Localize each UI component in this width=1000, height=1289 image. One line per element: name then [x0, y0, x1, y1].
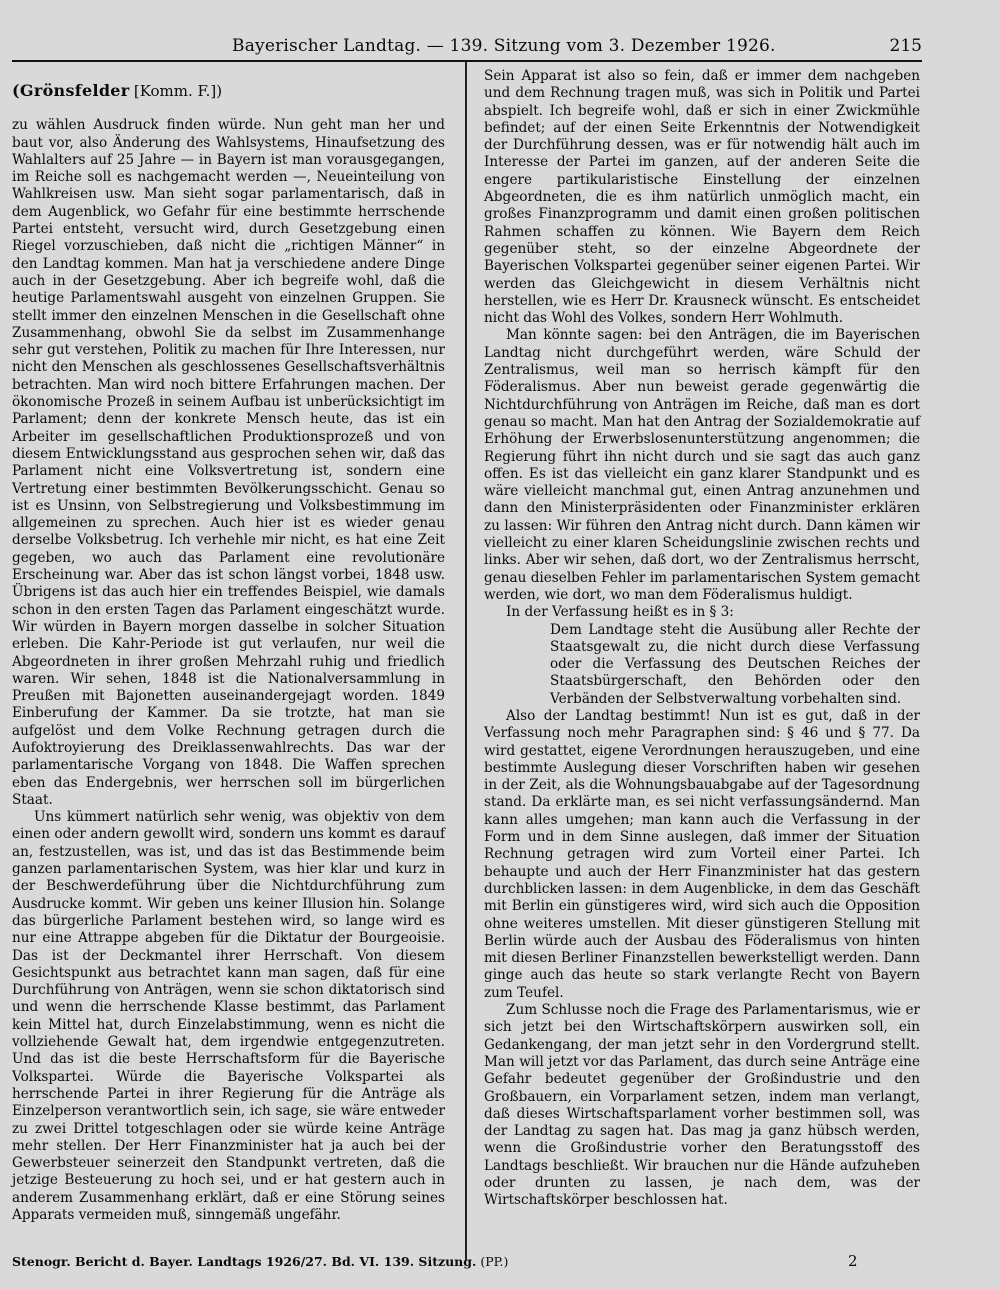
right-column	[484, 68, 920, 1210]
footer-source: Stenogr. Bericht d. Bayer. Landtags 1926/27. Bd. VI. 139. Sitzung.	[12, 1254, 477, 1269]
paragraph: Also der Landtag bestimmt! Nun ist es gut, daß in der Verfassung noch mehr Paragraphen sind: § 46 und § 77. Da wird gestattet, eigene Verordnungen herauszugeben, und eine bestimmte Auslegung dieser Vorschriften haben wir gesehen in der Zeit, als die Wohnungsbauabgabe auf der Tagesordnung stand. Da erklärte man, es sei nicht verfassungsändernd. Man kann alles umgehen; man kann auch die Verfassung in der Form und in dem Sinne auslegen, daß immer der Situation Rechnung getragen wird zum Vorteil einer Partei. Ich behaupte und auch der Herr Finanzminister hat das gestern durchblicken lassen: in dem Augenblicke, in dem das Geschäft mit Berlin ein günstigeres wird, wird sich auch die Opposition ohne weiteres umstellen. Mit dieser günstigeren Stellung mit Berlin würde auch der Ausbau des Föderalismus von hinten mit diesen Berliner Finanzstellen bewerkstelligt werden. Dann ginge auch das heute so stark verlangte Recht von Bayern zum Teufel.	[484, 707, 920, 1001]
speaker-line	[12, 82, 445, 101]
paragraph: Sein Apparat ist also so fein, daß er immer dem nachgeben und dem Rechnung tragen muß, was sich in Politik und Partei abspielt. Ich begreife wohl, daß er sich in einer Zwickmühle befindet; auf der einen Seite Erkenntnis der Notwendigkeit der Durchführung dessen, was er für notwendig hält auch im Interesse der Partei im ganzen, auf der anderen Seite die engere partikularistische Einstellung der einzelnen Abgeordneten, die es ihm natürlich unmöglich macht, ein großes Finanzprogramm und damit einen großen politischen Rahmen schaffen zu können. Wie Bayern dem Reich gegenüber steht, so der einzelne Abgeordnete der Bayerischen Volkspartei gegenüber seiner eigenen Partei. Wir werden das Gleichgewicht in diesem Verhältnis nicht herstellen, wie es Herr Dr. Krausneck wünscht. Es entscheidet nicht das Wohl des Volkes, sondern Herr Wohlmuth.	[484, 68, 920, 327]
page-number: 215	[889, 36, 922, 56]
paragraph: Zum Schlusse noch die Frage des Parlamentarismus, wie er sich jetzt bei den Wirtschaftskörpern auswirken soll, ein Gedankengang, der man jetzt sehr in den Vordergrund stellt. Man will jetzt vor das Parlament, das durch seine Anträge eine Gefahr bedeutet gegenüber der Großindustrie und den Großbauern, ein Vorparlament setzen, indem man verlangt, daß dieses Wirtschaftsparlament vorher bestimmen soll, was der Landtag zu sagen hat. Das mag ja ganz hübsch werden, wenn die Großindustrie vorher den Beratungsstoff des Landtags beschließt. Wir brauchen nur die Hände aufzuheben oder drunten zu lassen, je nach dem, was der Wirtschaftskörper beschlossen hat.	[484, 1002, 920, 1209]
footer-mark: (PP.)	[480, 1254, 509, 1269]
sheet-number: 2	[848, 1252, 858, 1270]
speaker-party: [Komm. F.])	[133, 82, 223, 100]
paragraph: Uns kümmert natürlich sehr wenig, was objektiv von dem einen oder andern gewollt wird, sondern uns kommt es darauf an, festzustellen, was ist, und das ist das Bestimmende beim ganzen parlamentarischen System, was hier klar und kurz in der Beschwerdeführung über die Nichtdurchführung zum Ausdrucke kommt. Wir geben uns keiner Illusion hin. Solange das bürgerliche Parlament bestehen wird, so lange wird es nur eine Attrappe abgeben für die Diktatur der Bourgeoisie. Das ist der Deckmantel ihrer Herrschaft. Von diesem Gesichtspunkt aus betrachtet kann man sagen, daß für eine Durchführung von Anträgen, wenn sie schon diktatorisch sind und wenn die herrschende Klasse bestimmt, das Parlament kein Mittel hat, durch Einzelabstimmung, wenn es nicht die vollziehende Gewalt hat, dem irgendwie entgegenzutreten. Und das ist die beste Herrschaftsform für die Bayerische Volkspartei. Würde die Bayerische Volkspartei als herrschende Partei in ihrer Regierung für die Anträge als Einzelperson verantwortlich sein, ich sage, sie wäre entweder zu zwei Drittel totgeschlagen oder sie würde keine Anträge mehr stellen. Der Herr Finanzminister hat ja auch bei der Gewerbsteuer seinerzeit den Standpunkt vertreten, daß die jetzige Besteuerung zu hoch sei, und er hat gestern auch in anderem Zusammenhang erklärt, daß er eine Störung seines Apparats vermeiden muß, sinngemäß ungefähr.	[12, 809, 445, 1223]
paragraph: Man könnte sagen: bei den Anträgen, die im Bayerischen Landtag nicht durchgeführt werden, wäre Schuld der Zentralismus, weil man so herrisch kämpft für den Föderalismus. Aber nun beweist gerade gegenwärtig die Nichtdurchführung von Anträgen im Reiche, daß man es dort genau so macht. Man hat den Antrag der Sozialdemokratie auf Erhöhung der Erwerbslosenunterstützung angenommen; die Regierung führt ihn nicht durch und sie sagt das auch ganz offen. Es ist das vielleicht ein ganz klarer Standpunkt und es wäre vielleicht manchmal gut, einen Antrag anzunehmen und dann den Ministerpräsidenten oder Finanzminister erklären zu lassen: Wir führen den Antrag nicht durch. Dann kämen wir vielleicht zu einer klaren Scheidungslinie zwischen rechts und links. Aber wir sehen, daß dort, wo der Zentralismus herrscht, genau dieselben Fehler im parlamentarischen System gemacht werden, wie dort, wo man dem Föderalismus huldigt.	[484, 327, 920, 603]
paragraph: In der Verfassung heißt es in § 3:	[506, 604, 734, 621]
left-column	[12, 68, 445, 1224]
running-header	[0, 36, 1000, 58]
speaker-name: (Grönsfelder	[12, 81, 130, 100]
running-title: Bayerischer Landtag. — 139. Sitzung vom 3. Dezember 1926.	[232, 36, 776, 56]
header-rule	[12, 60, 922, 62]
page-footer	[12, 1254, 882, 1274]
paragraph: zu wählen Ausdruck finden würde. Nun geht man her und baut vor, also Änderung des Wahlsystems, Hinaufsetzung des Wahlalters auf 25 Jahre — in Bayern ist man vorausgegangen, im Reiche soll es nachgemacht werden —, Neueinteilung von Wahlkreisen usw. Man sieht sogar parlamentarisch, daß in dem Augenblick, wo Gefahr für eine bestimmte herrschende Partei entsteht, versucht wird, durch Gesetzgebung einen Riegel vorzuschieben, daß nicht die „richtigen Männer“ in den Landtag kommen. Man hat ja verschiedene andere Dinge auch in der Gesetzgebung. Aber ich begreife wohl, daß die heutige Parlamentswahl ausgeht von einzelnen Gruppen. Sie stellt immer den einzelnen Menschen in die Gesellschaft ohne Zusammenhang, obwohl Sie da selbst im Zusammenhange sehr gut verstehen, Politik zu machen für Ihre Interessen, nur nicht den Menschen als geschlossenes Gesellschaftsverhältnis betrachten. Man wird noch bittere Erfahrungen machen. Der ökonomische Prozeß in seinem Aufbau ist unberücksichtigt im Parlament; denn der konkrete Mensch heute, das ist ein Arbeiter im gesellschaftlichen Produktionsprozeß und von diesem Entwicklungsstand aus gesprochen sehen wir, daß das Parlament nicht eine Volksvertretung ist, sondern eine Vertretung einer bestimmten Bevölkerungsschicht. Genau so ist es Unsinn, von Selbstregierung und Volksbestimmung im allgemeinen zu sprechen. Auch hier ist es wieder genau derselbe Volksbetrug. Ich verhehle mir nicht, es hat eine Zeit gegeben, wo auch das Parlament eine revolutionäre Erscheinung war. Aber das ist schon längst vorbei, 1848 usw. Übrigens ist das auch hier ein treffendes Beispiel, wie damals schon in den ersten Tagen das Parlament eingeschätzt wurde. Wir würden in Bayern morgen dasselbe in solcher Situation erleben. Die Kahr-Periode ist gut verlaufen, nur weil die Abgeordneten in ihrer großen Mehrzahl ruhig und friedlich waren. Wir sehen, 1848 ist die Nationalversammlung in Preußen mit Bajonetten auseinandergejagt worden. 1849 Einberufung der Kammer. Da sie trotzte, hat man sie aufgelöst und dem Volke Rechnung getragen durch die Aufoktroyierung des Dreiklassenwahlrechts. Das war der parlamentarische Vorgang von 1848. Die Waffen sprechen eben das Endergebnis, wer herrschen soll im bürgerlichen Staat.	[12, 117, 445, 808]
column-divider	[465, 62, 467, 1260]
constitution-quote: Dem Landtage steht die Ausübung aller Rechte der Staatsgewalt zu, die nicht durch diese Verfassung oder die Verfassung des Deutschen Reiches der Staatsbürgerschaft, den Behörden oder den Verbänden der Selbstverwaltung vorbehalten sind.	[550, 621, 920, 707]
